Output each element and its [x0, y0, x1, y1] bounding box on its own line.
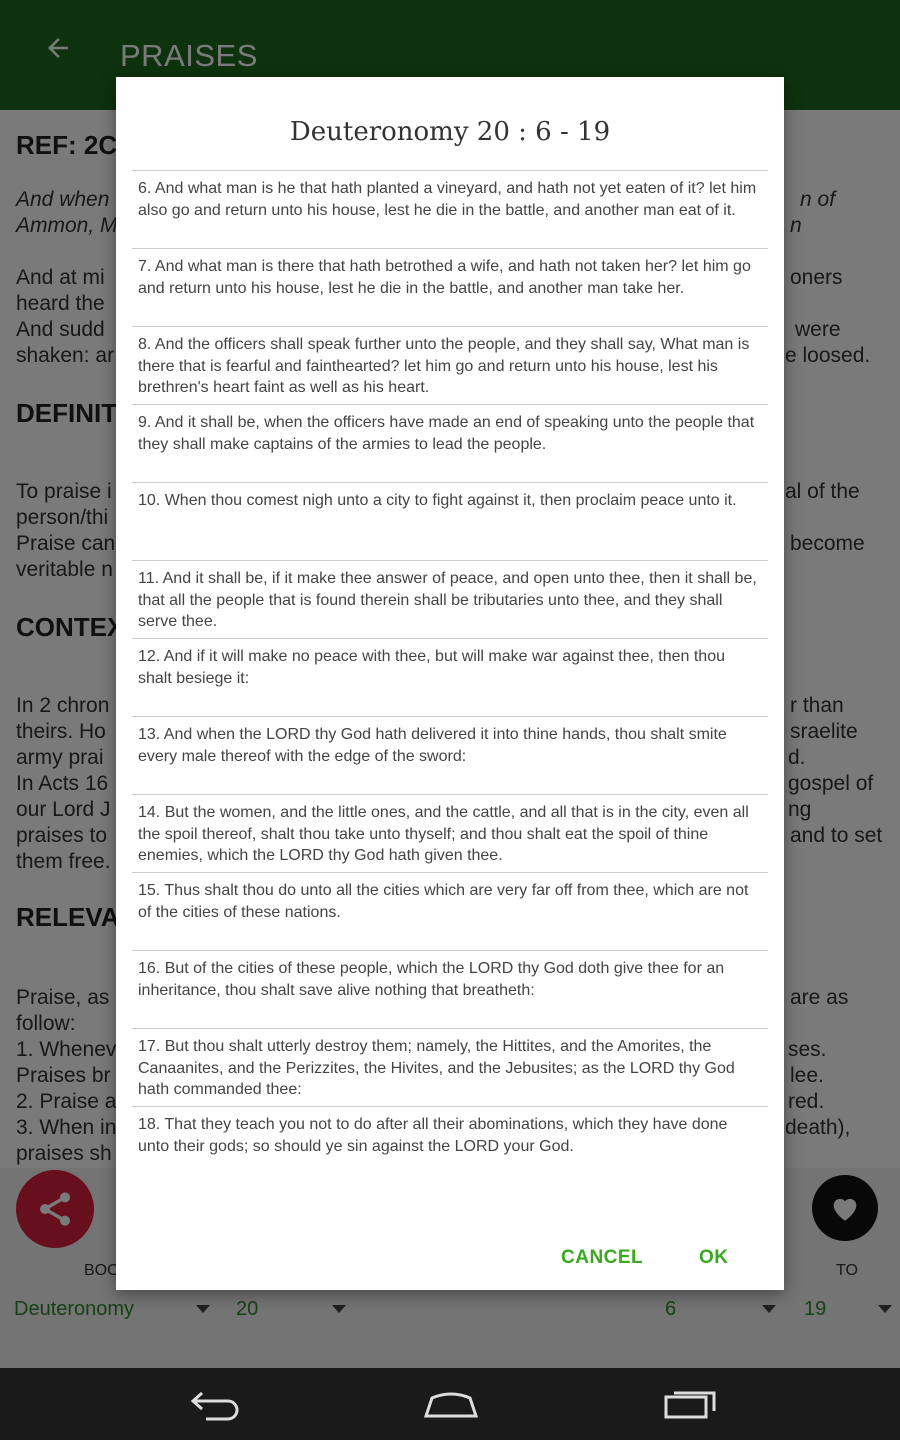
- verse-item[interactable]: 11. And it shall be, if it make thee answer of peace, and open unto thee, then it shall be, that all the people that is found therein shall be tributaries unto thee, and they shall serve thee.: [132, 560, 768, 638]
- verse-item[interactable]: 13. And when the LORD thy God hath delivered it into thine hands, thou shalt smite every male thereof with the edge of the sword:: [132, 716, 768, 794]
- verse-item[interactable]: 15. Thus shalt thou do unto all the cities which are very far off from thee, which are not of the cities of these nations.: [132, 872, 768, 950]
- verse-item[interactable]: 8. And the officers shall speak further unto the people, and they shall say, What man is there that is fearful and fainthearted? let him go and return unto his house, lest his brethren's heart faint as well as his heart.: [132, 326, 768, 404]
- nav-back-icon[interactable]: [185, 1382, 245, 1426]
- verse-item[interactable]: 12. And if it will make no peace with thee, but will make war against thee, then thou shalt besiege it:: [132, 638, 768, 716]
- dialog-title: Deuteronomy 20 : 6 - 19: [289, 117, 611, 147]
- ok-button[interactable]: OK: [699, 1247, 729, 1268]
- verse-item[interactable]: 16. But of the cities of these people, which the LORD thy God doth give thee for an inheritance, thou shalt save alive nothing that breatheth:: [132, 950, 768, 1028]
- nav-recents-icon[interactable]: [660, 1382, 720, 1426]
- verse-list[interactable]: [132, 170, 768, 1184]
- system-nav-bar: [0, 1368, 900, 1440]
- verse-item[interactable]: 9. And it shall be, when the officers have made an end of speaking unto the people that they shall make captains of the armies to lead the people.: [132, 404, 768, 482]
- verse-item[interactable]: 14. But the women, and the little ones, and the cattle, and all that is in the city, even all the spoil thereof, shalt thou take unto thyself; and thou shalt eat the spoil of thine enemies, which the LORD thy God hath given thee.: [132, 794, 768, 872]
- verse-item[interactable]: 18. That they teach you not to do after all their abominations, which they have done unto their gods; so should ye sin against the LORD your God.: [132, 1106, 768, 1184]
- cancel-button[interactable]: CANCEL: [561, 1247, 644, 1268]
- verses-dialog: [116, 77, 784, 1290]
- verse-item[interactable]: 10. When thou comest nigh unto a city to fight against it, then proclaim peace unto it.: [132, 482, 768, 560]
- verse-item[interactable]: 17. But thou shalt utterly destroy them; namely, the Hittites, and the Amorites, the Canaanites, and the Perizzites, the Hivites, and the Jebusites; as the LORD thy God hath commanded thee:: [132, 1028, 768, 1106]
- verse-item[interactable]: 6. And what man is he that hath planted a vineyard, and hath not yet eaten of it? let him also go and return unto his house, lest he die in the battle, and another man eat of it.: [132, 170, 768, 248]
- verse-item[interactable]: 7. And what man is there that hath betrothed a wife, and hath not taken her? let him go and return unto his house, lest he die in the battle, and another man take her.: [132, 248, 768, 326]
- nav-home-icon[interactable]: [421, 1382, 481, 1426]
